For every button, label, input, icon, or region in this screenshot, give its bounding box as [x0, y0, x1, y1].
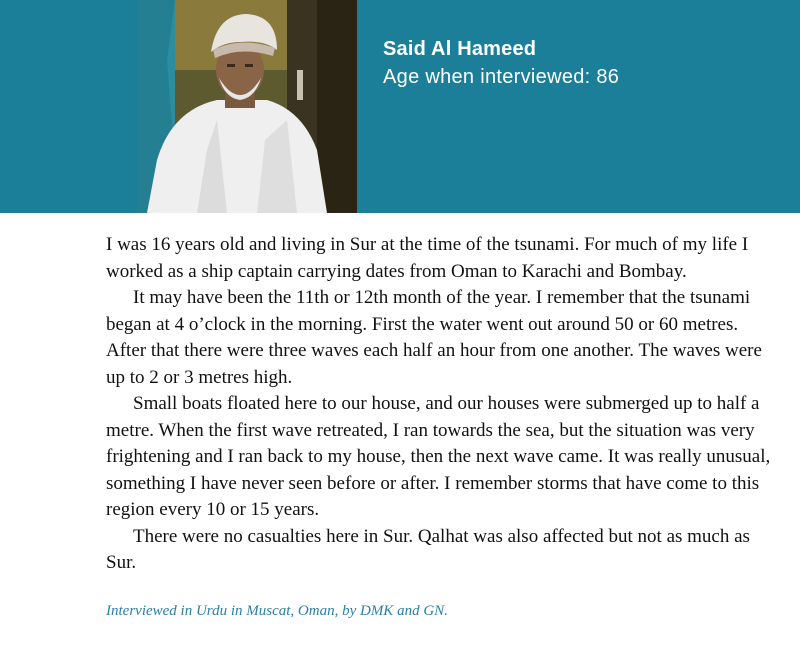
portrait-photo — [137, 0, 357, 213]
story-paragraph: Small boats floated here to our house, and our houses were submerged up to half a metre. When the first wave retreated, I ran towards the sea, but the situation was very frightening and I ran back to my house, then the next wave came. It was really unusual, something I have never seen before or after. I remember storms that have come to this region every 10 or 15 years. — [106, 393, 771, 520]
interview-credit: Interviewed in Urdu in Muscat, Oman, by DMK and GN. — [106, 603, 448, 619]
interviewee-name: Said Al Hameed — [383, 38, 537, 60]
story-paragraph: There were no casualties here in Sur. Qalhat was also affected but not as much as Sur. — [106, 525, 750, 573]
story-paragraph: I was 16 years old and living in Sur at the time of the tsunami. For much of my life I worked as a ship captain carrying dates from Oman to Karachi and Bombay. — [106, 234, 749, 282]
story-text — [106, 232, 774, 577]
interviewee-age: Age when interviewed: 86 — [383, 66, 620, 88]
header-banner — [0, 0, 800, 213]
story-paragraph: It may have been the 11th or 12th month of the year. I remember that the tsunami began at 4 o’clock in the morning. First the water went out around 50 or 60 metres. After that there were three waves each half an hour from one another. The waves were up to 2 or 3 metres high. — [106, 287, 762, 388]
